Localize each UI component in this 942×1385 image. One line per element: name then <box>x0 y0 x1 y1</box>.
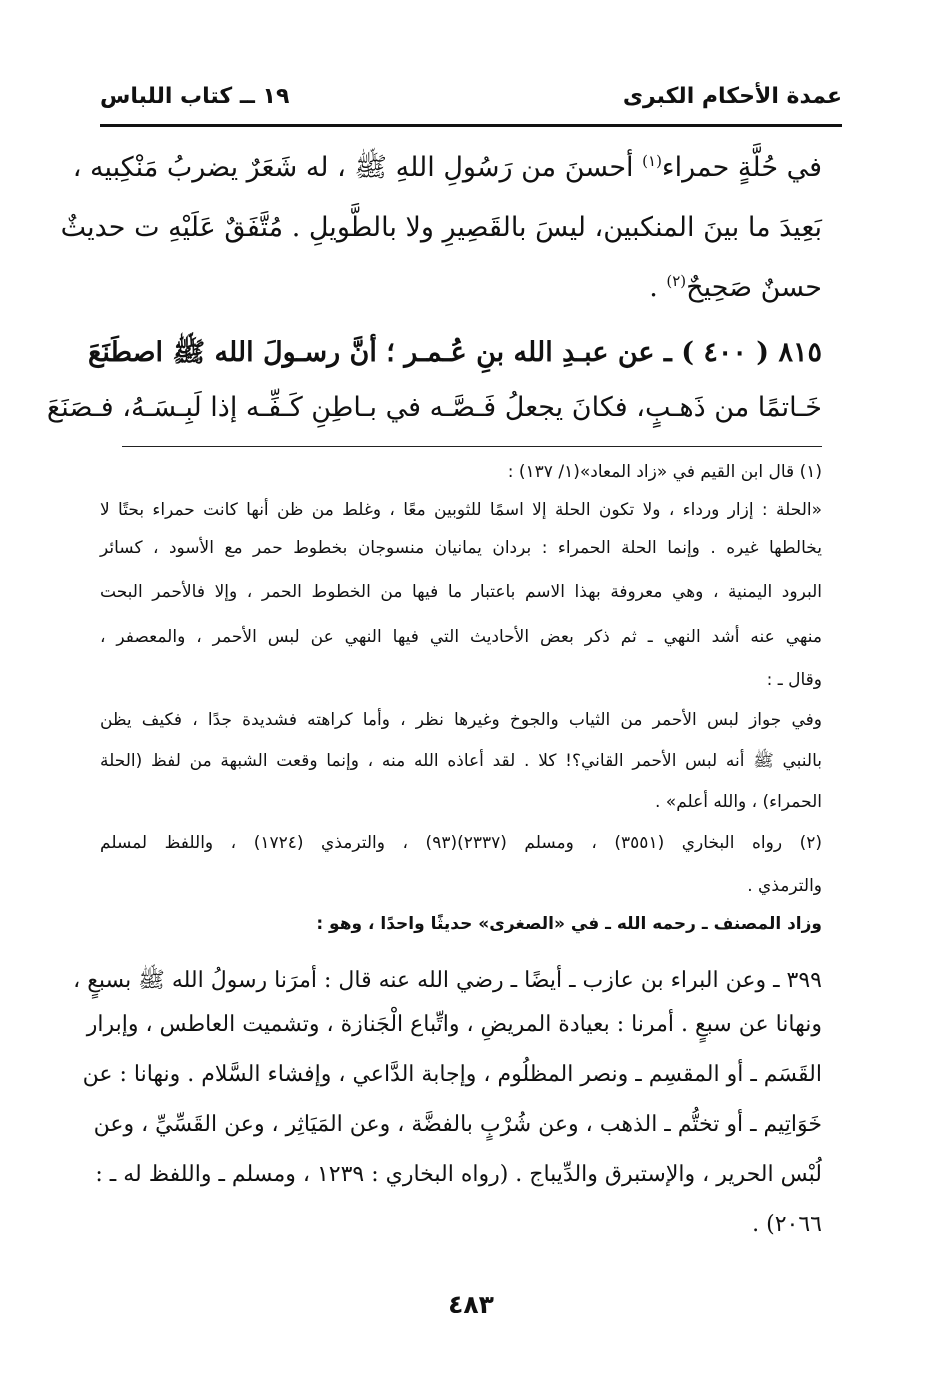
footnote-line: بالنبي ﷺ أنه لبس الأحمر القاني؟! كلا . لقد أعاذه الله منه ، وإنما وقعت الشبهة من لفظ (الحلة <box>100 751 822 771</box>
running-header <box>100 84 842 124</box>
footnote-ref: (١) <box>642 152 662 170</box>
footnote-divider <box>122 446 822 447</box>
footnote-line: البرود اليمنية ، وهي معروفة بهذا الاسم باعتبار ما فيها من الخطوط الحمر ، وإلا فالأحمر البحت <box>100 582 822 602</box>
footnote-ref: (٢) <box>666 272 687 290</box>
main-text-line: خَـاتمًا من ذَهـبٍ، فكانَ يجعلُ فَـصَّـه في بـاطِنِ كَـفِّـه إذا لَبِـسَـهُ، فـصَنَعَ <box>46 392 822 423</box>
page-number: ٤٨٣ <box>448 1290 494 1319</box>
footnote-line: «الحلة : إزار ورداء ، ولا تكون الحلة إلا اسمًا للثوبين معًا ، وغلط من ظن أنها كانت حمراء بحتًا لا <box>100 500 822 520</box>
main-text-line <box>100 272 822 303</box>
footnote-line: منهي عنه أشد النهي ـ ثم ذكر بعض الأحاديث التي فيها النهي عن لبس الأحمر ، والمعصفر ، <box>100 627 822 647</box>
main-text-segment: في حُلَّةٍ حمراء <box>661 152 822 183</box>
main-text-segment: حسنٌ صَحِيحٌ <box>686 272 822 303</box>
footnote-line: وقال ـ : <box>766 670 822 690</box>
main-text-line <box>72 150 822 190</box>
main-text-segment: . <box>649 272 667 303</box>
hadith-399-line: ونهانا عن سبعٍ . أمرنا : بعيادة المريضِ ، واتِّباع الْجَنازة ، وتشميت العاطس ، وإبرار <box>86 1012 822 1037</box>
hadith-399-line: القَسَم ـ أو المقسِم ـ ونصر المظلُوم ، وإجابة الدَّاعي ، وإفشاء السَّلام . ونهانا : عن <box>82 1062 822 1087</box>
footnote-line: وفي جواز لبس الأحمر من الثياب والجوخ وغيرها نظر ، وأما كراهته فشديدة جدًا ، فكيف يظن <box>100 710 822 730</box>
footnote-line: يخالطها غيره . وإنما الحلة الحمراء : بردان يمانيان منسوجان بخطوط حمر مع الأسود ، كسائر <box>100 538 822 558</box>
footnote-line: (١) قال ابن القيم في «زاد المعاد»(١/ ١٣٧) : <box>507 462 822 482</box>
footnote-line: الحمراء) ، والله أعلم» . <box>654 792 822 812</box>
main-text-line: بَعِيدَ ما بينَ المنكبين، ليسَ بالقَصِيرِ ولا بالطَّويلِ . مُتَّفَقٌ عَلَيْهِ ت حديثٌ <box>60 212 822 243</box>
header-divider <box>100 124 842 127</box>
chapter-title: ١٩ ــ كتاب اللباس <box>100 84 290 109</box>
hadith-399-line: خَوَاتِيم ـ أو تختُّم ـ الذهب ، وعن شُرْبٍ بالفضَّة ، وعن المَيَاثِر ، وعن القَسِّيِّ ، وعن <box>93 1112 822 1137</box>
main-text-segment: أحسنَ من رَسُولِ اللهِ ﷺ ، له شَعَرٌ يضربُ مَنْكِبيه ، <box>72 152 643 183</box>
book-title: عمدة الأحكام الكبرى <box>622 84 842 109</box>
hadith-399-line: ٣٩٩ ـ وعن البراء بن عازب ـ أيضًا ـ رضي الله عنه قال : أمرَنا رسولُ الله ﷺ بسبعٍ ، <box>73 968 822 993</box>
hadith-399-line: ٢٠٦٦) . <box>752 1212 822 1237</box>
footnote-line: وزاد المصنف ـ رحمه الله ـ في «الصغرى» حديثًا واحدًا ، وهو : <box>316 914 822 934</box>
footnote-line: والترمذي . <box>747 876 822 896</box>
hadith-399-line: لُبْس الحرير ، والإستبرق والدِّيباج . (رواه البخاري : ١٢٣٩ ، ومسلم ـ واللفظ له ـ : <box>95 1162 822 1187</box>
hadith-815-line: ٨١٥ ( ٤٠٠ ) ـ عن عبـدِ الله بنِ عُـمـر ؛ أنَّ رسـولَ الله ﷺ اصطَنَعَ <box>87 337 822 368</box>
footnote-line: (٢) رواه البخاري (٣٥٥١) ، ومسلم (٢٣٣٧)(٩٣) ، والترمذي (١٧٢٤) ، واللفظ لمسلم <box>100 833 822 853</box>
